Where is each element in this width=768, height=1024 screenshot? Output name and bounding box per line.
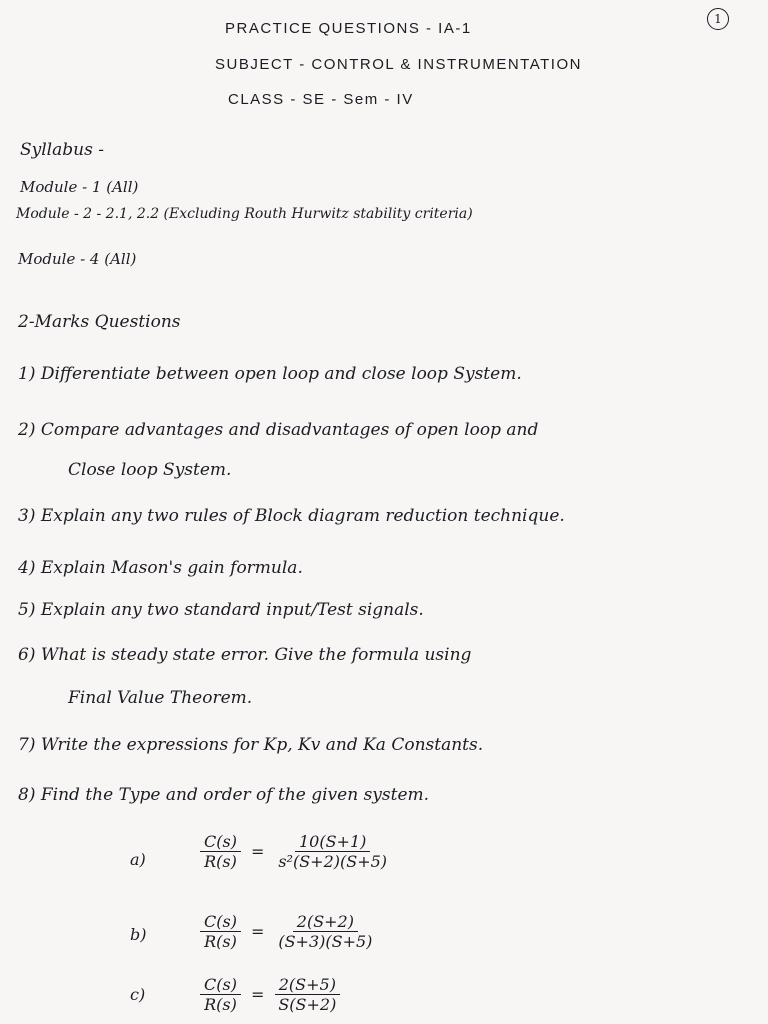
lhs-denominator: R(s) <box>204 852 237 871</box>
question-6: 6) What is steady state error. Give the formula using <box>18 645 472 665</box>
equals-sign: = <box>250 922 265 941</box>
question-4: 4) Explain Mason's gain formula. <box>18 558 303 578</box>
rhs-denominator: s²(S+2)(S+5) <box>278 852 388 871</box>
syllabus-item: Module - 2 - 2.1, 2.2 (Excluding Routh Hurwitz stability criteria) <box>16 206 473 222</box>
question-5: 5) Explain any two standard input/Test signals. <box>18 600 424 620</box>
system-label: b) <box>130 925 147 944</box>
transfer-function-b <box>200 912 376 951</box>
rhs-numerator: 2(S+5) <box>275 975 340 995</box>
equals-sign: = <box>250 985 265 1004</box>
rhs-denominator: S(S+2) <box>278 995 337 1014</box>
syllabus-item: Module - 1 (All) <box>20 178 139 196</box>
syllabus-item: Module - 4 (All) <box>18 250 137 268</box>
questions-heading: 2-Marks Questions <box>18 312 181 332</box>
transfer-function-a <box>200 832 391 871</box>
subject-line: SUBJECT - CONTROL & INSTRUMENTATION <box>215 56 582 73</box>
question-3: 3) Explain any two rules of Block diagram reduction technique. <box>18 506 565 526</box>
question-1: 1) Differentiate between open loop and close loop System. <box>18 364 522 384</box>
equals-sign: = <box>250 842 265 861</box>
system-label: a) <box>130 850 146 869</box>
rhs-denominator: (S+3)(S+5) <box>278 932 373 951</box>
question-2: 2) Compare advantages and disadvantages of open loop and <box>18 420 539 440</box>
lhs-denominator: R(s) <box>204 995 237 1014</box>
rhs-numerator: 10(S+1) <box>295 832 370 852</box>
lhs-numerator: C(s) <box>200 912 241 932</box>
class-line: CLASS - SE - Sem - IV <box>228 91 414 108</box>
question-6-cont: Final Value Theorem. <box>68 688 253 708</box>
syllabus-heading: Syllabus - <box>20 140 104 160</box>
question-2-cont: Close loop System. <box>68 460 232 480</box>
system-label: c) <box>130 985 146 1004</box>
document-title: PRACTICE QUESTIONS - IA-1 <box>225 20 472 37</box>
lhs-numerator: C(s) <box>200 975 241 995</box>
lhs-numerator: C(s) <box>200 832 241 852</box>
page-number: 1 <box>707 8 729 30</box>
transfer-function-c <box>200 975 340 1014</box>
lhs-denominator: R(s) <box>204 932 237 951</box>
question-8: 8) Find the Type and order of the given system. <box>18 785 430 805</box>
rhs-numerator: 2(S+2) <box>293 912 358 932</box>
question-7: 7) Write the expressions for Kp, Kv and Ka Constants. <box>18 735 484 755</box>
